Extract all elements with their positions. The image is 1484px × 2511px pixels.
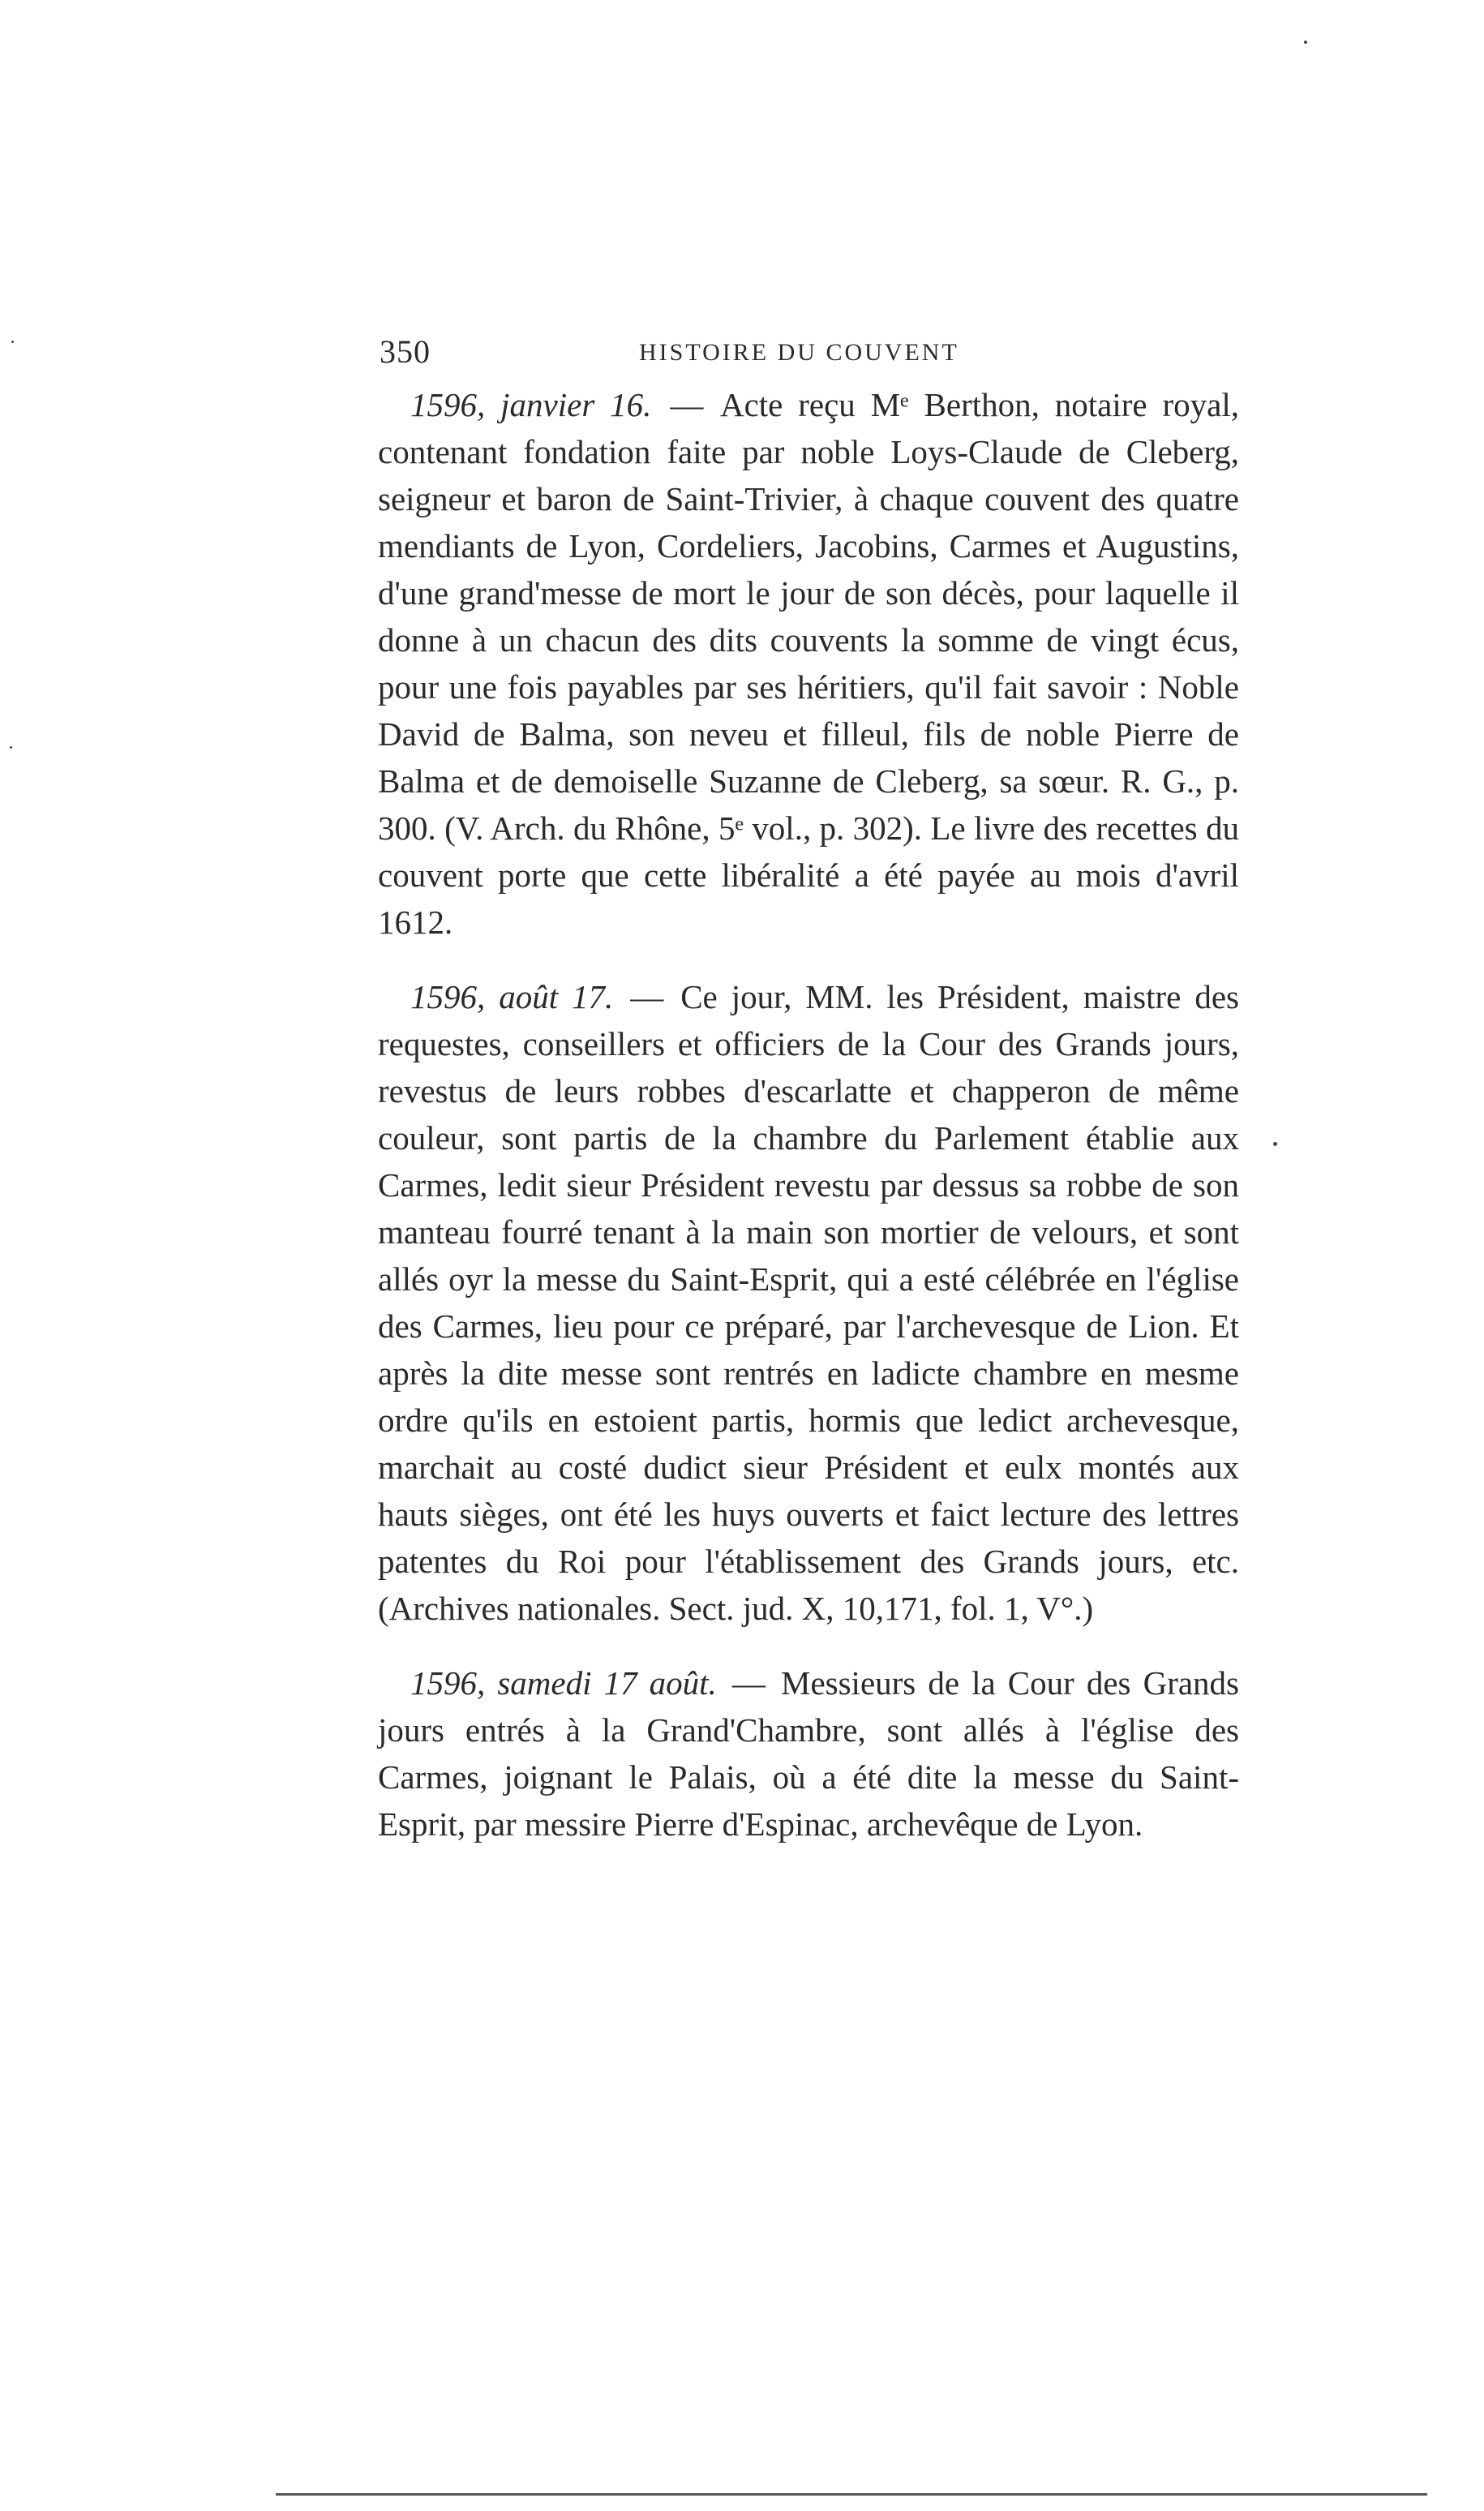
page-header: [380, 333, 1236, 381]
entry-text: Messieurs de la Cour des Grands jours entrés à la Grand'Chambre, sont allés à l'église des Carmes, joignant le Palais, où a été dite la messe du Saint-Esprit, par messire Pierre d'Espinac, archevêque de Lyon.: [378, 1664, 1240, 1843]
entry-date: 1596, août 17.: [410, 978, 614, 1015]
entry-date: 1596, samedi 17 août.: [410, 1664, 717, 1702]
entry-text: Ce jour, MM. les Président, maistre des requestes, conseillers et officiers de la Cour des Grands jours, revestus de leurs robbes d'escarlatte et chapperon de même couleur, sont partis de la chambre du Parlement établie aux Carmes, ledit sieur Président revestu par dessus sa robbe de son manteau fourré tenant à la main son mortier de velours, et sont allés oyr la messe du Saint-Esprit, qui a esté célébrée en l'église des Carmes, lieu pour ce préparé, par l'archevesque de Lion. Et après la dite messe sont rentrés en ladicte chambre en mesme ordre qu'ils en estoient partis, hormis que ledict archevesque, marchait au costé dudict sieur Président et eulx montés aux hauts sièges, ont été les huys ouverts et faict lecture des lettres patentes du Roi pour l'établissement des Grands jours, etc. (Archives nationales. Sect. jud. X, 10,171, fol. 1, V°.): [378, 978, 1239, 1627]
entry-1596-janvier: [378, 381, 1239, 946]
page-body: [378, 381, 1239, 1875]
ink-speck: [1304, 41, 1307, 44]
bottom-edge-rule: [276, 2493, 1427, 2496]
page-number: 350: [380, 333, 431, 370]
entry-dash: —: [731, 1664, 766, 1702]
ink-speck: [11, 341, 14, 343]
running-title: HISTOIRE DU COUVENT: [639, 339, 959, 366]
ink-speck: [10, 746, 12, 749]
entry-text: Acte reçu Mᵉ Berthon, notaire royal, contenant fondation faite par noble Loys-Claude de Cleberg, seigneur et baron de Saint-Trivier, à chaque couvent des quatre mendiants de Lyon, Cordeliers, Jacobins, Carmes et Augustins, d'une grand'messe de mort le jour de son décès, pour laquelle il donne à un chacun des dits couvents la somme de vingt écus, pour une fois payables par ses héritiers, qu'il fait savoir : Noble David de Balma, son neveu et filleul, fils de noble Pierre de Balma et de demoiselle Suzanne de Cleberg, sa sœur. R. G., p. 300. (V. Arch. du Rhône, 5ᵉ vol., p. 302). Le livre des recettes du couvent porte que cette libéralité a été payée au mois d'avril 1612.: [378, 386, 1240, 941]
entry-date: 1596, janvier 16.: [410, 386, 652, 423]
entry-dash: —: [630, 978, 664, 1015]
entry-1596-samedi-17-aout: [378, 1659, 1239, 1848]
ink-speck: [1273, 1142, 1277, 1146]
entry-dash: —: [670, 386, 704, 423]
entry-1596-aout-17: [378, 973, 1239, 1632]
